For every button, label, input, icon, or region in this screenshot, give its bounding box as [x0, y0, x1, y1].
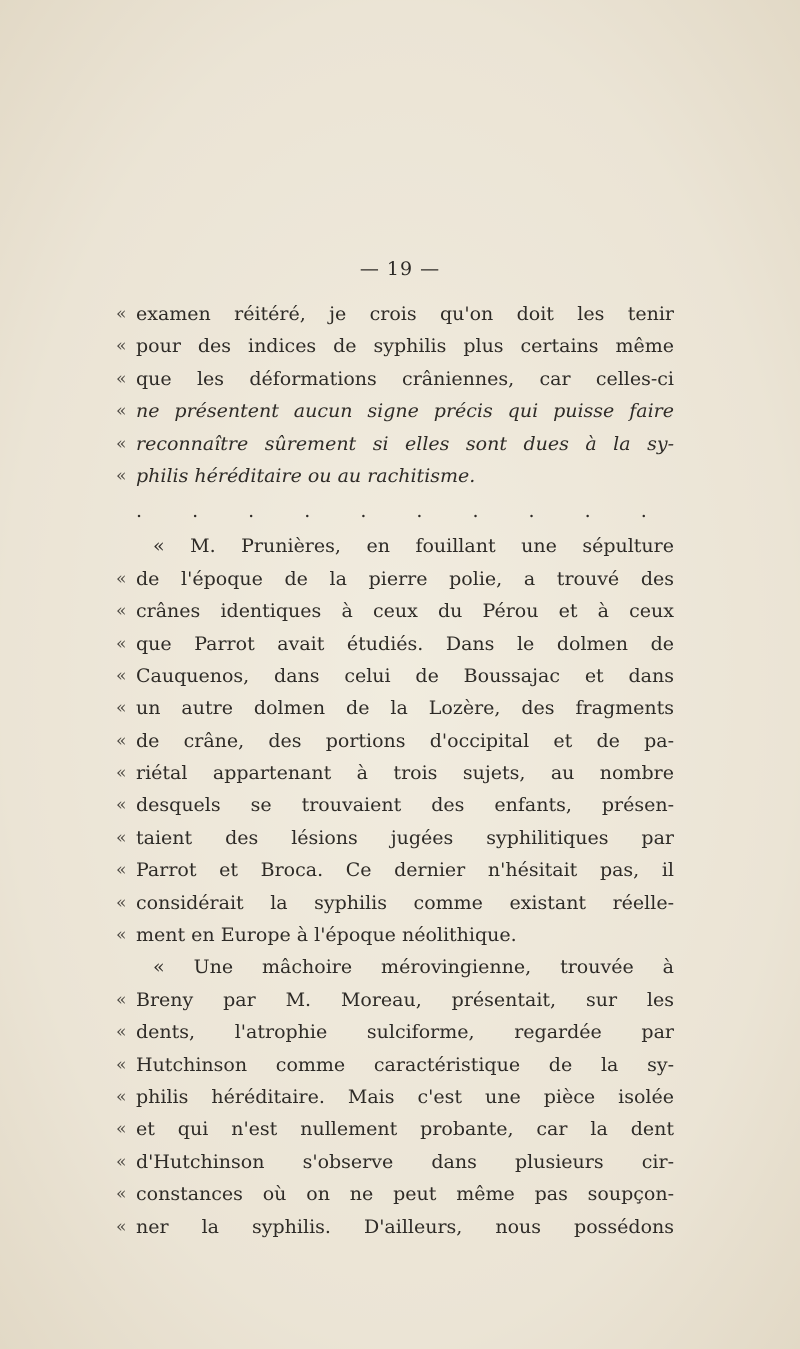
line-text: de crâne, des portions d'occipital et de pa- — [136, 729, 674, 752]
line-text: « M. Prunières, en fouillant une sépulture — [153, 535, 674, 558]
line-text: Breny par M. Moreau, présentait, sur les — [136, 988, 674, 1011]
text-line — [116, 919, 674, 951]
text-line — [116, 789, 674, 821]
line-text: « Une mâchoire mérovingienne, trouvée à — [153, 956, 674, 979]
text-line — [116, 725, 674, 757]
line-text: riétal appartenant à trois sujets, au nombre — [136, 762, 674, 785]
quote-mark: « — [116, 1119, 127, 1140]
line-text: crânes identiques à ceux du Pérou et à ceux — [136, 600, 674, 623]
text-line — [116, 563, 674, 595]
text-line — [116, 1113, 674, 1145]
quote-mark: « — [116, 601, 127, 622]
line-text: Parrot et Broca. Ce dernier n'hésitait pas, il — [136, 859, 674, 882]
quote-mark: « — [116, 1151, 127, 1172]
text-line — [116, 330, 674, 362]
text-line — [116, 1081, 674, 1113]
line-text: philis héréditaire. Mais c'est une pièce isolée — [136, 1085, 674, 1108]
text-line — [116, 887, 674, 919]
quote-mark: « — [116, 465, 127, 486]
text-line — [116, 395, 674, 427]
line-text: que Parrot avait étudiés. Dans le dolmen de — [136, 632, 674, 655]
quote-mark: « — [116, 368, 127, 389]
line-text: un autre dolmen de la Lozère, des fragments — [136, 697, 674, 720]
quote-mark: « — [116, 698, 127, 719]
page-number: — 19 — — [359, 258, 441, 280]
quote-mark: « — [116, 401, 127, 422]
text-line — [116, 1049, 674, 1081]
quote-mark: « — [116, 665, 127, 686]
text-line — [116, 984, 674, 1016]
line-text: desquels se trouvaient des enfants, présen- — [136, 794, 674, 817]
line-text: philis héréditaire ou au rachitisme. — [136, 464, 476, 487]
quote-mark: « — [116, 304, 127, 324]
text-block — [116, 298, 674, 1243]
line-text: ner la syphilis. D'ailleurs, nous possédons — [136, 1215, 674, 1238]
line-text: que les déformations crâniennes, car celles-ci — [136, 367, 674, 390]
quote-mark: « — [116, 730, 127, 751]
text-line — [116, 363, 674, 395]
text-line — [116, 854, 674, 886]
text-line — [116, 298, 674, 330]
quote-mark: « — [116, 1086, 127, 1107]
line-text: Hutchinson comme caractéristique de la sy- — [136, 1053, 674, 1076]
text-line — [116, 628, 674, 660]
quote-mark: « — [116, 860, 127, 881]
text-line — [116, 822, 674, 854]
text-line — [116, 1178, 674, 1210]
text-line — [136, 530, 674, 562]
quote-mark: « — [116, 989, 127, 1010]
quote-mark: « — [116, 336, 127, 357]
quote-mark: « — [116, 892, 127, 913]
ellipsis-dots: . . . . . . . . . . — [136, 500, 669, 523]
quote-mark: « — [116, 1216, 127, 1237]
quote-mark: « — [116, 827, 127, 848]
quote-mark: « — [116, 1184, 127, 1205]
quote-mark: « — [116, 795, 127, 816]
quote-mark: « — [116, 633, 127, 654]
text-line — [136, 951, 674, 983]
quote-mark: « — [116, 1022, 127, 1043]
text-line — [116, 1211, 674, 1243]
quote-mark: « — [116, 925, 127, 946]
line-text: de l'époque de la pierre polie, a trouvé des — [136, 567, 674, 590]
text-line — [116, 1146, 674, 1178]
quote-mark: « — [116, 763, 127, 784]
line-text: d'Hutchinson s'observe dans plusieurs cir- — [136, 1150, 674, 1173]
line-text: dents, l'atrophie sulciforme, regardée par — [136, 1021, 674, 1044]
text-line — [116, 660, 674, 692]
line-text: examen réitéré, je crois qu'on doit les tenir — [136, 303, 674, 325]
text-line — [116, 757, 674, 789]
line-text: ne présentent aucun signe précis qui puisse faire — [136, 400, 674, 423]
line-text: constances où on ne peut même pas soupçon- — [136, 1183, 674, 1206]
text-line — [116, 428, 674, 460]
line-text: pour des indices de syphilis plus certains même — [136, 335, 674, 358]
quote-mark: « — [116, 433, 127, 454]
text-line — [116, 460, 674, 492]
quote-mark: « — [116, 1054, 127, 1075]
text-line — [116, 692, 674, 724]
line-text: reconnaître sûrement si elles sont dues à la sy- — [136, 432, 674, 455]
text-line — [116, 595, 674, 627]
text-line — [116, 1016, 674, 1048]
line-text: considérait la syphilis comme existant réelle- — [136, 891, 674, 914]
line-text: taient des lésions jugées syphilitiques par — [136, 826, 674, 849]
line-text: Cauquenos, dans celui de Boussajac et dans — [136, 664, 674, 687]
line-text: et qui n'est nullement probante, car la dent — [136, 1118, 674, 1141]
line-text: ment en Europe à l'époque néolithique. — [136, 924, 517, 947]
quote-mark: « — [116, 568, 127, 589]
